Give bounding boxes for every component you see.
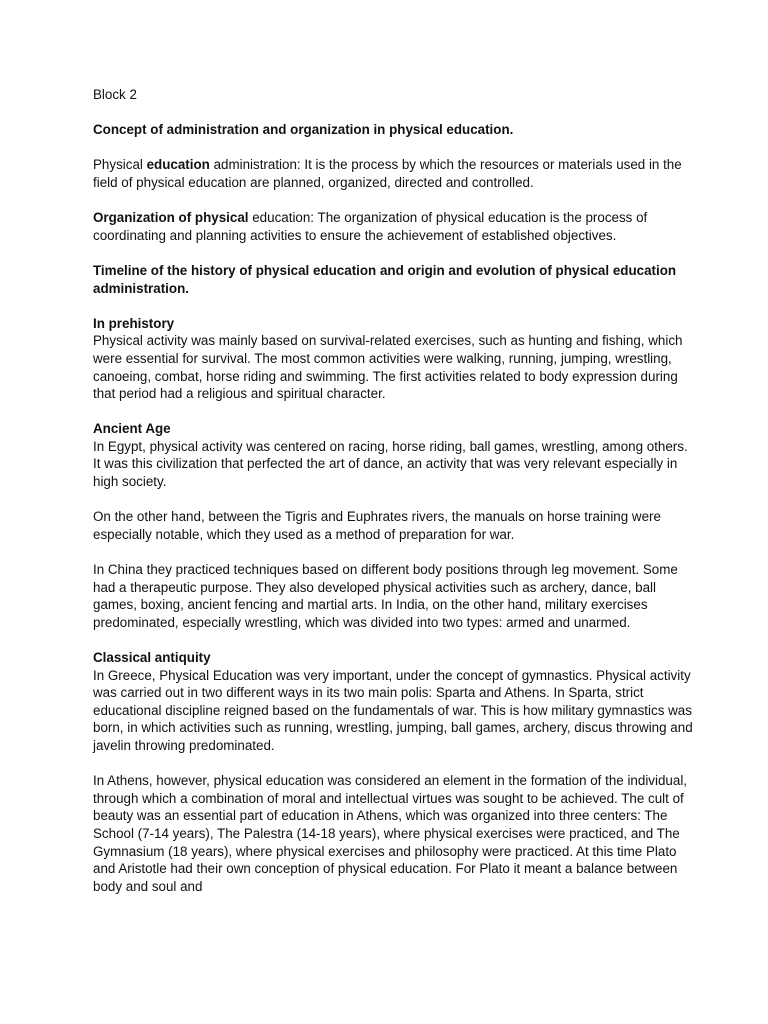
classical-antiquity-section bbox=[93, 649, 693, 755]
concept-heading: Concept of administration and organization in physical education. bbox=[93, 122, 514, 138]
admin-definition bbox=[93, 156, 693, 191]
ancient-age-paragraph-3: In China they practiced techniques based on different body positions through leg movement. Some had a therapeutic purpose. They also developed physical activities such as archery, dance, ball games, boxing, ancient fencing and martial arts. In India, on the other hand, military exercises predominated, especially wrestling, which was divided into two types: armed and unarmed. bbox=[93, 562, 678, 630]
organization-definition bbox=[93, 209, 693, 244]
org-def-rest: education: The organization of physical education is the process of coordinating and planning activities to ensure the achievement of established objectives. bbox=[93, 210, 648, 243]
prehistory-heading: In prehistory bbox=[93, 315, 175, 331]
admin-def-rest: administration: It is the process by which the resources or materials used in the field of physical education are planned, organized, directed and controlled. bbox=[93, 157, 682, 190]
classical-heading: Classical antiquity bbox=[93, 650, 211, 665]
document-page bbox=[93, 86, 693, 913]
classical-paragraph-2: In Athens, however, physical education was considered an element in the formation of the individual, through which a combination of moral and intellectual virtues was sought to be achieved. The cult of beauty was an essential part of education in Athens, which was organized into three centers: The School (7-14 years), The Palestra (14-18 years), where physical exercises were practiced, and The Gymnasium (18 years), where physical exercises and philosophy were practiced. At this time Plato and Aristotle had their own conception of physical education. For Plato it meant a balance between body and soul and bbox=[93, 773, 688, 894]
ancient-age-paragraph-2: On the other hand, between the Tigris and Euphrates rivers, the manuals on horse training were especially notable, which they used as a method of preparation for war. bbox=[93, 509, 661, 542]
prehistory-section bbox=[93, 315, 693, 403]
admin-def-bold: education bbox=[146, 157, 210, 173]
ancient-age-heading: Ancient Age bbox=[93, 421, 171, 437]
timeline-heading: Timeline of the history of physical education and origin and evolution of physical education administration. bbox=[93, 262, 677, 296]
classical-paragraph-1: In Greece, Physical Education was very important, under the concept of gymnastics. Physical activity was carried out in two different ways in its two main polis: Sparta and Athens. In Sparta, strict educational discipline reigned based on the fundamentals of war. This is how military gymnastics was born, in which activities such as running, wrestling, jumping, ball games, archery, discus throwing and javelin throwing predominated. bbox=[93, 667, 693, 753]
block-label: Block 2 bbox=[93, 87, 137, 102]
org-def-bold: Organization of physical bbox=[93, 210, 249, 226]
ancient-age-section bbox=[93, 420, 693, 490]
ancient-age-paragraph-1: In Egypt, physical activity was centered on racing, horse riding, ball games, wrestling, among others. It was this civilization that perfected the art of dance, an activity that was very relevant especially in high society. bbox=[93, 438, 688, 490]
admin-def-lead: Physical bbox=[93, 157, 147, 173]
prehistory-text: Physical activity was mainly based on survival-related exercises, such as hunting and fishing, which were essential for survival. The most common activities were walking, running, jumping, wrestling, canoeing, combat, horse riding and swimming. The first activities related to body expression during that period had a religious and spiritual character. bbox=[93, 333, 683, 402]
